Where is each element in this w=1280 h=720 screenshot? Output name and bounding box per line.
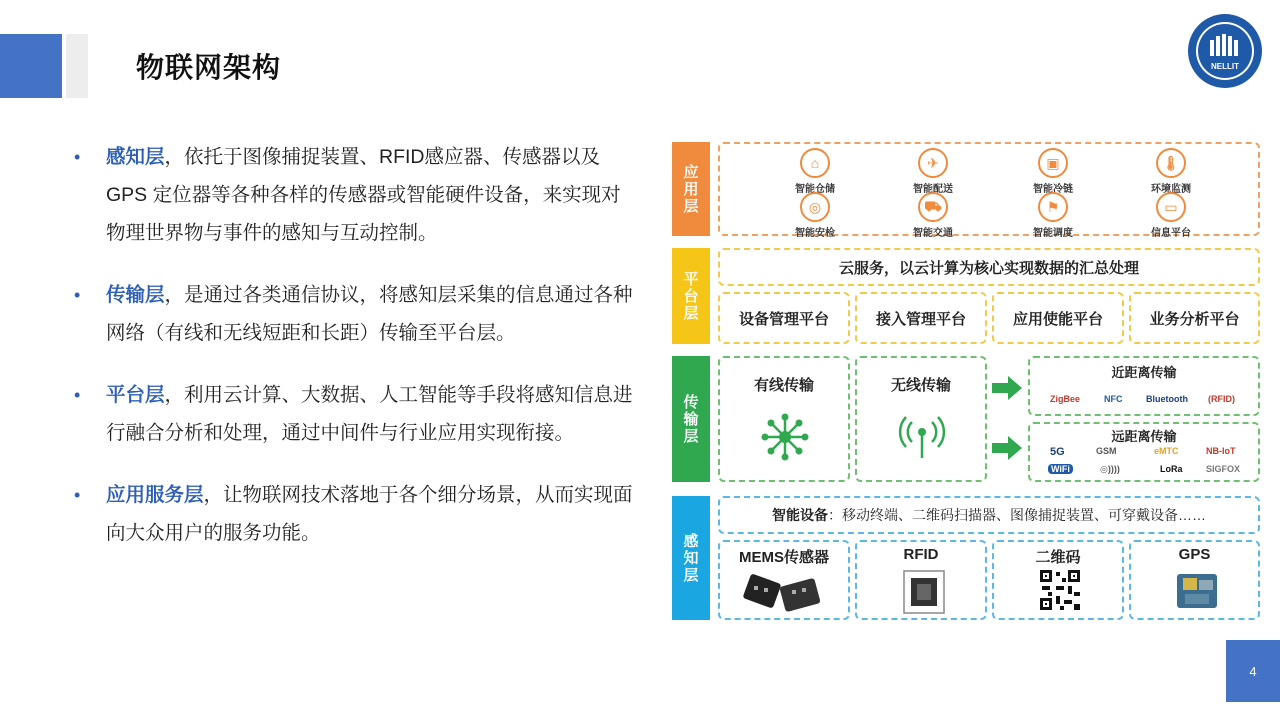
platform-box: 设备管理平台	[718, 292, 850, 344]
bullet-dot: •	[74, 285, 81, 305]
bullet-keyword: 应用服务层	[106, 484, 204, 506]
network-hub-icon	[760, 412, 810, 462]
bullet-dot: •	[74, 485, 81, 505]
bullet-keyword: 感知层	[106, 146, 165, 168]
car-icon: ⛟	[918, 192, 948, 222]
wireless-antenna-icon	[897, 412, 947, 462]
app-layer-box	[718, 142, 1260, 239]
app-item: 🌡 环境监测	[1126, 148, 1216, 195]
app-item: ⚑ 智能调度	[1008, 192, 1098, 239]
app-item: ▭ 信息平台	[1126, 192, 1216, 239]
app-item: ⛟ 智能交通	[888, 192, 978, 239]
wifi-logo: WiFi	[1048, 464, 1073, 474]
short-range-box: 近距离传输 ZigBee NFC Bluetooth (RFID)	[1028, 356, 1260, 416]
transport-layer-tab: 传输层	[672, 356, 710, 482]
bullet-text: ，依托于图像捕捉装置、RFID感应器、传感器以及 GPS 定位器等各种各样的传感器或智能硬件设备，来实现对物理世界物与事件的感知与互动控制。	[106, 146, 621, 244]
nb-iot-logo: NB-IoT	[1206, 446, 1236, 456]
bullet-keyword: 平台层	[106, 384, 165, 406]
emtc-logo: eMTC	[1154, 446, 1179, 456]
lora-logo: LoRa	[1160, 464, 1183, 474]
bullet-dot: •	[74, 147, 81, 167]
app-item: ✈ 智能配送	[888, 148, 978, 195]
platform-box: 业务分析平台	[1129, 292, 1260, 344]
arrow-right-icon	[992, 436, 1022, 460]
sensor-box: 二维码	[992, 540, 1124, 620]
gsm-logo: GSM	[1096, 446, 1117, 456]
app-item: ▣ 智能冷链	[1008, 148, 1098, 195]
zigbee-logo: ZigBee	[1050, 394, 1081, 404]
cloud-service-box: 云服务，以云计算为核心实现数据的汇总处理	[718, 248, 1260, 286]
sensor-box: MEMS传感器	[718, 540, 850, 620]
arrow-right-icon	[992, 376, 1022, 400]
wireless-transport-box: 无线传输	[855, 356, 987, 482]
bullet-text: ，是通过各类通信协议，将感知层采集的信息通过各种网络（有线和无线短距和长距）传输至平台层。	[106, 284, 633, 344]
sensor-box: RFID	[855, 540, 987, 620]
rfid-chip-icon	[903, 570, 945, 614]
security-check-icon: ◎	[800, 192, 830, 222]
bullet-list	[74, 138, 634, 576]
sensor-box: GPS	[1129, 540, 1260, 620]
bullet-sensing	[74, 138, 634, 252]
long-range-box: 远距离传输 5G GSM eMTC NB-IoT WiFi ◎)))) LoRa SIGFOX	[1028, 422, 1260, 482]
logo-text: NELLIT	[1211, 62, 1239, 71]
bullet-platform	[74, 376, 634, 452]
map-icon: ⚑	[1038, 192, 1068, 222]
app-item: ⌂ 智能仓储	[770, 148, 860, 195]
smart-devices-box: 智能设备 ：移动终端、二维码扫描器、图像捕捉装置、可穿戴设备……	[718, 496, 1260, 534]
bullet-dot: •	[74, 385, 81, 405]
gps-module-icon	[1175, 572, 1219, 610]
mems-chip-icon	[742, 570, 828, 614]
sensing-layer-tab: 感知层	[672, 496, 710, 620]
cold-chain-truck-icon: ▣	[1038, 148, 1068, 178]
nfc-logo: NFC	[1104, 394, 1123, 404]
university-logo	[1186, 12, 1264, 90]
monitor-icon: ▭	[1156, 192, 1186, 222]
page-number: 4	[1226, 640, 1280, 702]
page-title: 物联网架构	[136, 52, 282, 83]
bullet-text: ，让物联网技术落地于各个细分场景，从而实现面向大众用户的服务功能。	[106, 484, 633, 544]
wired-transport-box: 有线传输	[718, 356, 850, 482]
bullet-text: ，利用云计算、大数据、人工智能等手段将感知信息进行融合分析和处理，通过中间件与行业应用实现衔接。	[106, 384, 633, 444]
5g-logo: 5G	[1050, 446, 1065, 458]
thermometer-icon: 🌡	[1156, 148, 1186, 178]
rfid-logo: (RFID)	[1208, 394, 1235, 404]
platform-layer-tab: 平台层	[672, 248, 710, 344]
bullet-keyword: 传输层	[106, 284, 165, 306]
platform-box: 应用使能平台	[992, 292, 1124, 344]
bullet-transport	[74, 276, 634, 352]
header-accent-bar	[0, 34, 62, 98]
bullet-application	[74, 476, 634, 552]
iot-architecture-diagram	[672, 140, 1262, 624]
drone-icon: ✈	[918, 148, 948, 178]
warehouse-icon: ⌂	[800, 148, 830, 178]
app-item: ◎ 智能安检	[770, 192, 860, 239]
app-layer-tab: 应用层	[672, 142, 710, 236]
bluetooth-logo: Bluetooth	[1146, 394, 1188, 404]
platform-box: 接入管理平台	[855, 292, 987, 344]
signal-waves-logo: ◎))))	[1100, 464, 1120, 474]
sigfox-logo: SIGFOX	[1206, 464, 1241, 474]
header-accent-stripe	[66, 34, 88, 98]
qr-code-icon	[1040, 570, 1080, 610]
